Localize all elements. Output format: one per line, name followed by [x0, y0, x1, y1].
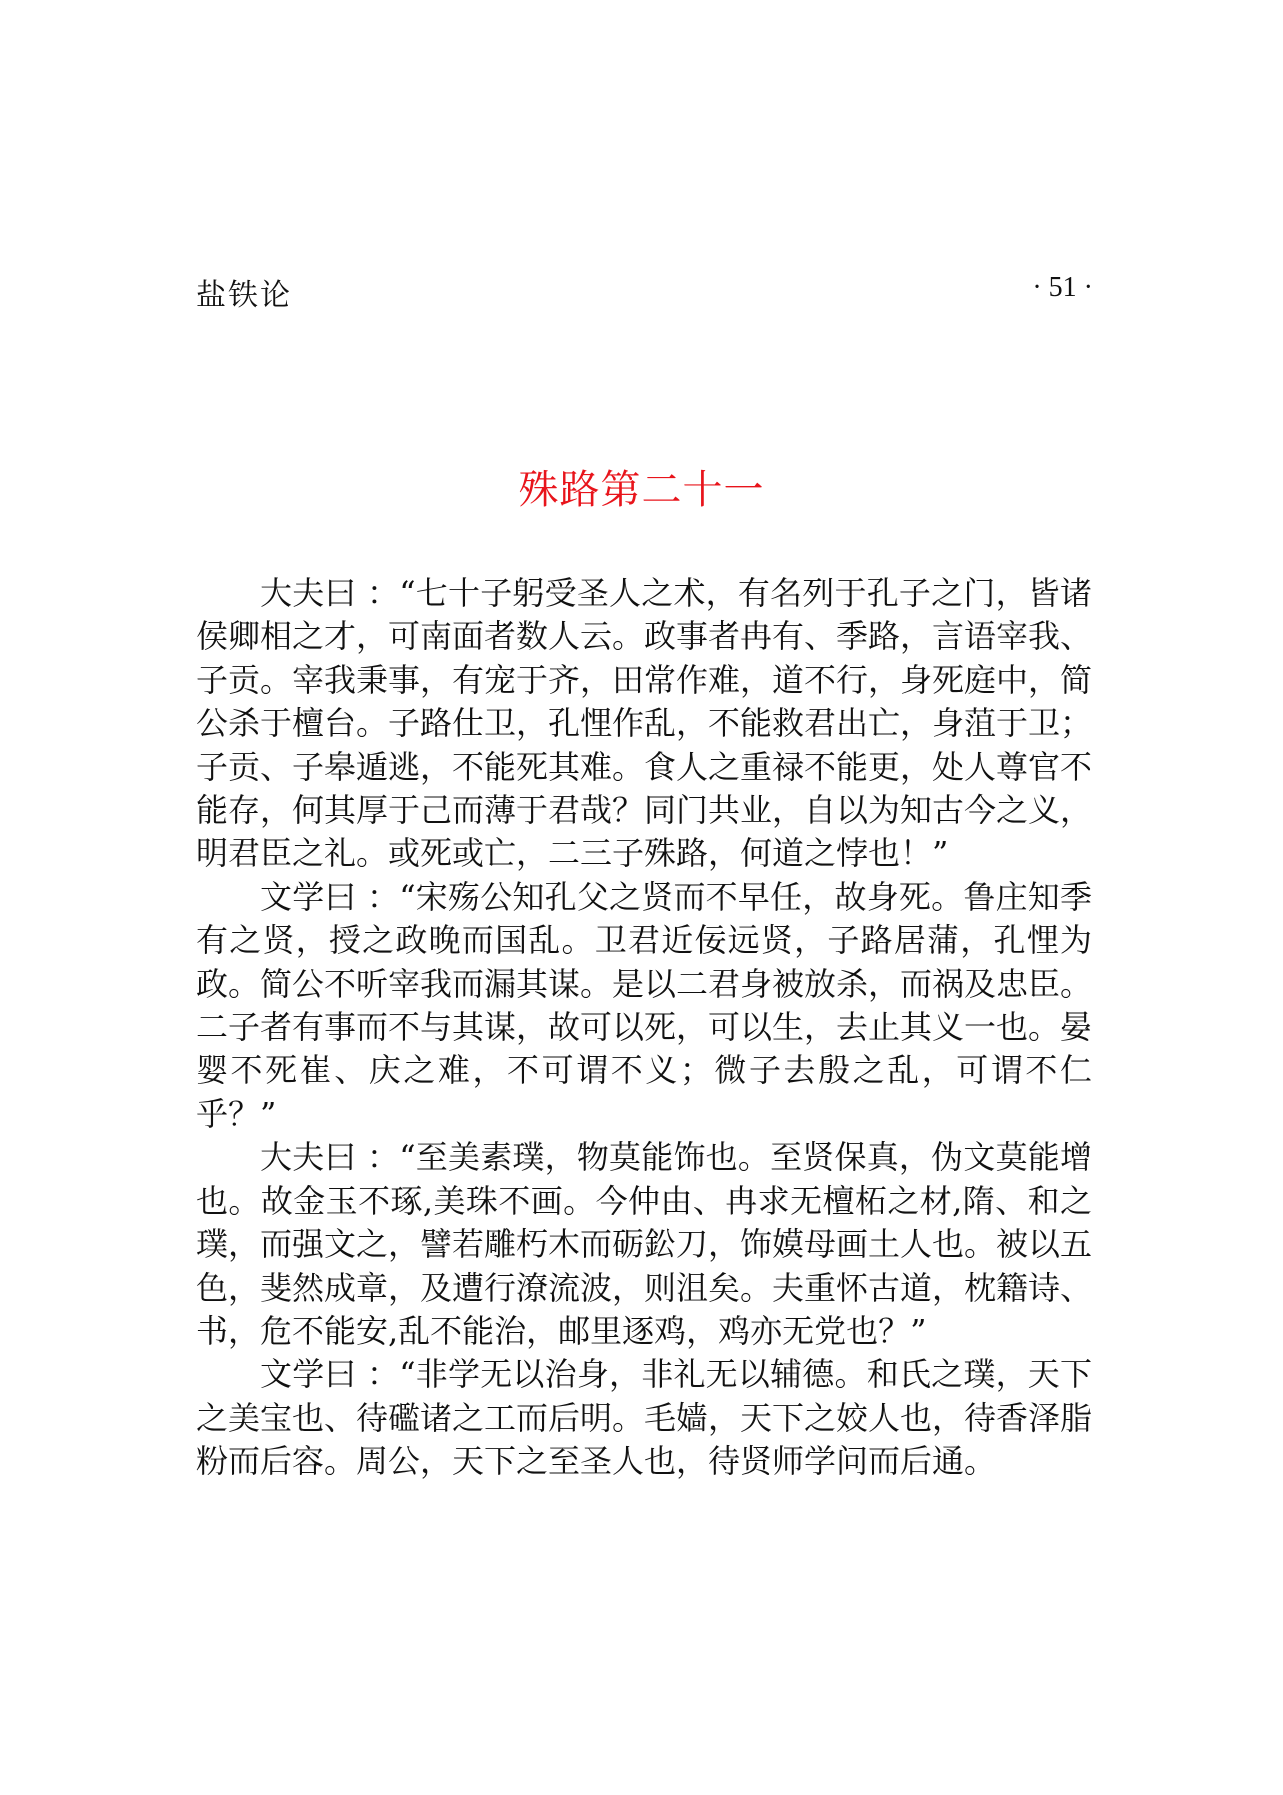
paragraph: 文学曰 ：“非学无以治身，非礼无以辅德。和氏之璞，天下之美宝也、待礛诸之工而后明。毛嫱，天下之姣人也，待香泽脂粉而后容。周公，天下之至圣人也，待贤师学问而后通。: [196, 1355, 1093, 1481]
paragraph: 大夫曰 ：“至美素璞，物莫能饰也。至贤保真，伪文莫能增也。故金玉不琢,美珠不画。今仲由、冉求无檀柘之材,隋、和之璞，而强文之，譬若雕朽木而砺鈆刀，饰嫫母画土人也。被以五色，斐然成章，及遭行潦流波，则沮矣。夫重怀古道，枕籍诗、书，危不能安,乱不能治，邮里逐鸡，鸡亦无党也？”: [196, 1138, 1093, 1350]
body-text: [196, 572, 1092, 1484]
paragraph: 大夫曰 ：“七十子躬受圣人之术，有名列于孔子之门，皆诸侯卿相之才，可南面者数人云。政事者冉有、季路，言语宰我、子贡。宰我秉事，有宠于齐，田常作难，道不行，身死庭中，简公杀于檀台。子路仕卫，孔悝作乱，不能救君出亡，身菹于卫；子贡、子皋遁逃，不能死其难。食人之重禄不能更，处人尊官不能存，何其厚于己而薄于君哉？同门共业，自以为知古今之义，明君臣之礼。或死或亡，二三子殊路，何道之悖也！”: [196, 574, 1093, 873]
chapter-title: 殊路第二十一: [518, 467, 765, 513]
paragraph: 文学曰 ：“宋殇公知孔父之贤而不早任，故身死。鲁庄知季有之贤，授之政晚而国乱。卫君近佞远贤，子路居蒲，孔悝为政。简公不听宰我而漏其谋。是以二君身被放杀，而祸及忠臣。二子者有事而不与其谋，故可以死，可以生，去止其义一也。晏婴不死崔、庆之难，不可谓不义；微子去殷之乱，可谓不仁乎？”: [196, 877, 1093, 1133]
page-number: · 51 ·: [1032, 272, 1093, 303]
running-title: 盐铁论: [196, 278, 292, 313]
